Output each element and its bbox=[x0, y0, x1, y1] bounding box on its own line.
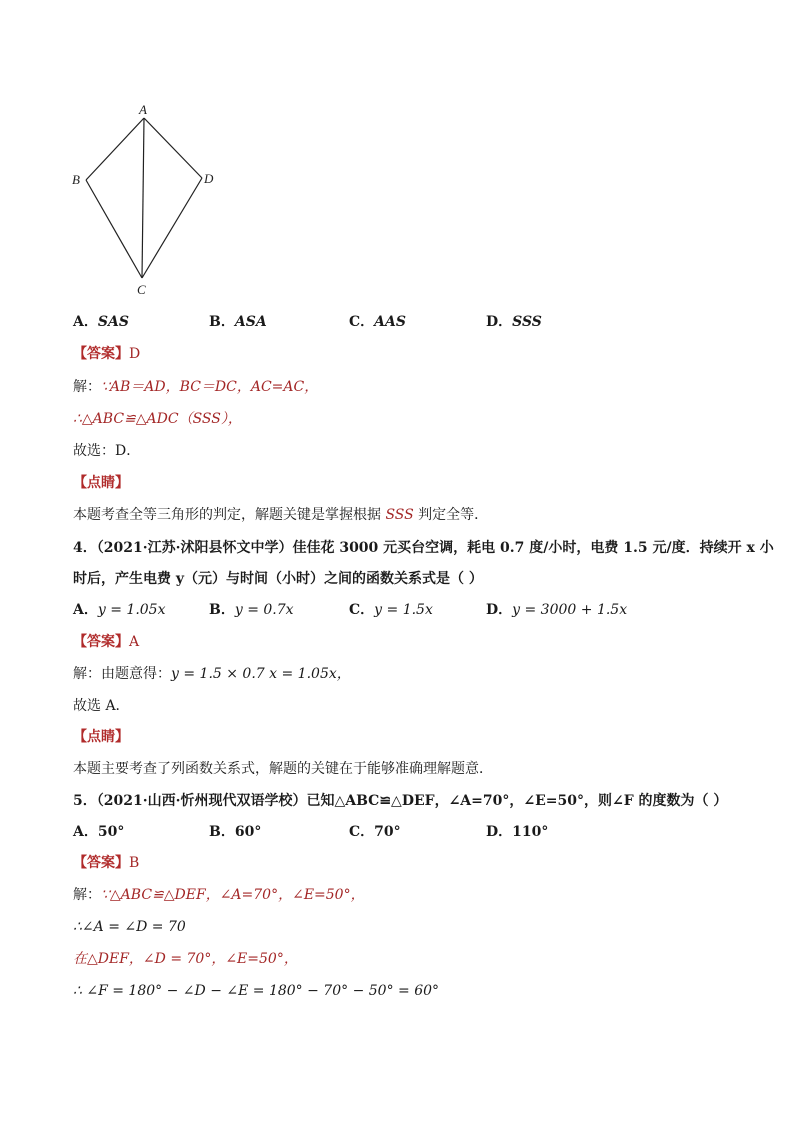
q5-option-d: D．110° bbox=[486, 824, 549, 840]
q4-answer bbox=[73, 632, 733, 652]
q4-option-d: D．y = 3000 + 1.5x bbox=[486, 602, 628, 618]
q3-option-c: C．AAS bbox=[349, 314, 406, 330]
q3-solution-line-3: 故选：D． bbox=[73, 443, 141, 459]
q5-solution-line-4: ∴ ∠F = 180° − ∠D − ∠E = 180° − 70° − 50° = 60° bbox=[73, 983, 440, 999]
q5-option-a: A．50° bbox=[73, 824, 125, 840]
q5-solution-line-3: 在△DEF，∠D = 70°，∠E=50°， bbox=[73, 951, 298, 967]
segment-ac bbox=[142, 118, 144, 278]
q4-option-c: C．y = 1.5x bbox=[349, 602, 433, 618]
q4-options bbox=[73, 600, 733, 620]
q3-option-a: A．SAS bbox=[73, 314, 129, 330]
vertex-label-c: C bbox=[137, 282, 146, 297]
q3-option-b: B．ASA bbox=[209, 314, 267, 330]
vertex-label-a: A bbox=[139, 102, 147, 117]
q5-option-c: C．70° bbox=[349, 824, 401, 840]
q4-comment: 本题主要考查了列函数关系式，解题的关键在于能够准确理解题意． bbox=[73, 761, 493, 777]
q3-solution-line-2: ∴△ABC≌△ADC（SSS）， bbox=[73, 411, 242, 427]
q3-answer bbox=[73, 344, 733, 364]
q4-stem-line-1: 4．（2021·江苏·沭阳县怀文中学）佳佳花 3000 元买台空调，耗电 0.7 度/小时，电费 1.5 元/度．持续开 x 小 bbox=[73, 540, 774, 556]
q3-solution-line-1: 解：∵AB＝AD，BC＝DC，AC=AC， bbox=[73, 379, 319, 395]
q4-option-a: A．y = 1.05x bbox=[73, 602, 166, 618]
q5-options bbox=[73, 822, 733, 842]
q3-options bbox=[73, 312, 733, 332]
q3-option-d: D．SSS bbox=[486, 314, 542, 330]
answer-tag: 【答案】 bbox=[73, 634, 129, 650]
segment-bc bbox=[86, 180, 142, 278]
q5-solution-line-1: 解：∵△ABC≌△DEF，∠A=70°，∠E=50°， bbox=[73, 887, 365, 903]
q5-option-b: B．60° bbox=[209, 824, 262, 840]
answer-value: A bbox=[129, 634, 140, 650]
q4-solution-line-1: 解：由题意得：y = 1.5 × 0.7 x = 1.05x， bbox=[73, 666, 351, 682]
segment-dc bbox=[142, 178, 202, 278]
q4-stem-line-2: 时后，产生电费 y（元）与时间（小时）之间的函数关系式是（ ） bbox=[73, 571, 483, 587]
kite-figure bbox=[62, 100, 232, 300]
q4-option-b: B．y = 0.7x bbox=[209, 602, 294, 618]
q5-answer bbox=[73, 853, 733, 873]
q3-comment-tag: 【点睛】 bbox=[73, 475, 129, 491]
q5-stem: 5．（2021·山西·忻州现代双语学校）已知△ABC≌△DEF，∠A=70°，∠E=50°，则∠F 的度数为（ ） bbox=[73, 793, 728, 809]
q5-solution-line-2: ∴∠A = ∠D = 70 bbox=[73, 919, 186, 935]
q4-solution-line-2: 故选 A． bbox=[73, 698, 130, 714]
vertex-label-d: D bbox=[204, 171, 214, 186]
answer-tag: 【答案】 bbox=[73, 855, 129, 871]
segment-ab bbox=[86, 118, 144, 180]
answer-tag: 【答案】 bbox=[73, 346, 129, 362]
q3-comment: 本题考查全等三角形的判定，解题关键是掌握根据 SSS 判定全等． bbox=[73, 507, 489, 523]
vertex-label-b: B bbox=[72, 172, 80, 187]
answer-value: D bbox=[129, 346, 141, 362]
answer-value: B bbox=[129, 855, 140, 871]
q4-comment-tag: 【点睛】 bbox=[73, 729, 129, 745]
segment-ad bbox=[144, 118, 202, 178]
